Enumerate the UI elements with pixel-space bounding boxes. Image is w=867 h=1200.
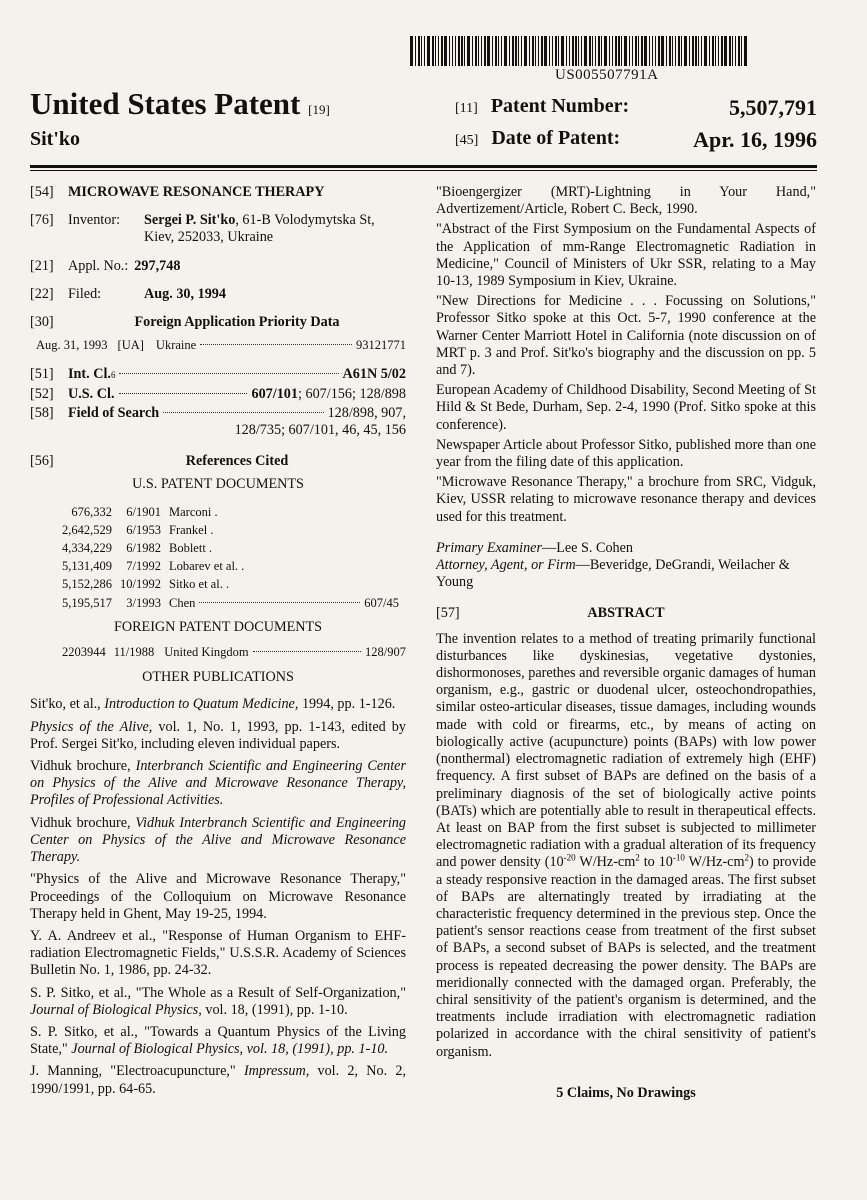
publication-part-b: vol. 2, No. 2, 1990/1991, pp. 64-65. <box>30 1063 407 1097</box>
barcode-bar <box>452 36 453 66</box>
other-pubs-heading: OTHER PUBLICATIONS <box>142 669 294 686</box>
foreign-number: 2203944 <box>62 645 106 660</box>
publication-entry <box>30 696 406 713</box>
barcode-bar <box>729 36 731 66</box>
references-item <box>30 453 406 470</box>
barcode-bar <box>418 36 420 66</box>
us-reference-row <box>48 540 404 558</box>
priority-date: Aug. 31, 1993 <box>36 338 108 353</box>
barcode-bar <box>621 36 622 66</box>
barcode-bar <box>504 36 507 66</box>
attorney <box>436 557 816 591</box>
publication-part-a: Y. A. Andreev et al., "Response of Human Organism to EHF-radiation Electromagnetic Fields," U.S.S.R. Academy of Sciences Bulletin No. 1, 1986, pp. 24-32. <box>30 927 406 979</box>
publication-entry <box>30 815 406 867</box>
barcode-bar <box>421 36 422 66</box>
reference-number: 4,334,229 <box>62 541 112 556</box>
reference-name: Marconi . <box>169 504 218 519</box>
filed-label: Filed: <box>68 285 102 302</box>
publication-part-i: Introduction to Quatum Medicine, <box>104 696 299 713</box>
priority-code: [30] <box>30 314 54 331</box>
barcode-bar <box>738 36 740 66</box>
inventor-label: Inventor: <box>68 212 121 229</box>
us-reference-row <box>48 595 404 613</box>
search-value-1: 128/898, 907, <box>327 404 406 421</box>
barcode-bar <box>544 36 547 66</box>
barcode-bar <box>672 36 673 66</box>
barcode-bar <box>609 36 610 66</box>
barcode-bar <box>655 36 656 66</box>
patent-number-label: Patent Number: <box>490 95 630 117</box>
foreign-date: 11/1988 <box>113 645 155 660</box>
uscl-item <box>30 386 406 403</box>
barcode-bar <box>704 36 707 66</box>
foreign-reference-row <box>30 644 406 661</box>
reference-number: 5,152,286 <box>62 577 112 592</box>
appl-code: [21] <box>30 257 54 274</box>
barcode-bar <box>472 36 473 66</box>
search-code: [58] <box>30 404 54 421</box>
reference-name-cell <box>169 576 404 594</box>
barcode-bar <box>652 36 653 66</box>
barcode-bar <box>658 36 660 66</box>
barcode-bar <box>581 36 582 66</box>
primary-examiner <box>436 540 816 557</box>
publication-entry: "Bioengergizer (MRT)-Lightning in Your Hand," Advertizement/Article, Robert C. Beck, 1990. <box>436 184 816 218</box>
barcode-bar <box>558 36 559 66</box>
priority-number: 93121771 <box>356 338 406 353</box>
barcode-bar <box>661 36 664 66</box>
barcode-bar <box>732 36 733 66</box>
barcode-bar <box>589 36 591 66</box>
publication-entry: "Abstract of the First Symposium on the Fundamental Aspects of the Application of mm-Range Electromagnetic Radiation in Medicine," Council of Ministers of Ukr SSR, relating to a May 10-13, 1989 Symposium in Kiev, Ukraine. <box>436 221 816 290</box>
barcode-bar <box>744 36 747 66</box>
barcode-bar <box>601 36 602 66</box>
date-row <box>455 127 817 150</box>
barcode-bar <box>629 36 630 66</box>
barcode-bar <box>410 36 413 66</box>
publication-part-a: Vidhuk brochure, <box>30 758 136 775</box>
invention-title: MICROWAVE RESONANCE THERAPY <box>68 184 325 200</box>
barcode-bar <box>555 36 557 66</box>
barcode-bar <box>512 36 514 66</box>
primary-examiner-label: Primary Examiner <box>436 539 542 556</box>
reference-name-cell <box>169 540 404 558</box>
barcode-bar <box>698 36 699 66</box>
search-item <box>30 405 406 439</box>
publication-part-b: vol. 18, (1991), pp. 1-10. <box>201 1001 348 1018</box>
reference-name: Lobarev et al. . <box>169 559 245 574</box>
barcode-bar <box>721 36 723 66</box>
attorney-name: —Beveridge, DeGrandi, Weilacher & Young <box>436 557 790 591</box>
barcode-bar <box>501 36 502 66</box>
reference-number: 2,642,529 <box>62 522 112 537</box>
barcode-bar <box>549 36 550 66</box>
barcode-bar <box>524 36 527 66</box>
barcode-bar <box>509 36 510 66</box>
abstract-code: [57] <box>436 605 460 622</box>
barcode-bar <box>592 36 593 66</box>
inventor-code: [76] <box>30 212 54 229</box>
barcode-bar <box>735 36 736 66</box>
publication-part-i: Physics of the Alive, <box>30 718 153 735</box>
reference-name-cell <box>169 504 404 522</box>
barcode-bar <box>529 36 530 66</box>
publication-part-a: Vidhuk brochure, <box>30 814 136 831</box>
barcode-bar <box>624 36 627 66</box>
publication-entry: "Microwave Resonance Therapy," a brochure from SRC, Vidguk, Kiev, USSR relating to microwave resonance therapy and devices used for this treatment. <box>436 474 816 525</box>
reference-number: 676,332 <box>71 504 112 519</box>
reference-name-cell <box>169 558 404 576</box>
barcode-bar <box>578 36 579 66</box>
barcode-bar <box>604 36 607 66</box>
barcode-bar <box>649 36 650 66</box>
barcode-bar <box>515 36 517 66</box>
barcode-bar <box>566 36 567 66</box>
publication-part-a: "Physics of the Alive and Microwave Resonance Therapy," Proceedings of the Colloquium on Microwave Resonance Therapy held in Ghent, May 19-25, 1994. <box>30 871 406 922</box>
barcode-bar <box>689 36 690 66</box>
publication-part-b: 1994, pp. 1-126. <box>298 696 396 713</box>
publication-part-a: S. P. Sitko, et al., "Towards a Quantum Physics of the Living State," <box>30 1023 406 1058</box>
abstract-header <box>436 605 816 622</box>
publication-entry <box>30 1024 406 1058</box>
barcode-bar <box>495 36 497 66</box>
date-value: Apr. 16, 1996 <box>693 127 817 152</box>
uscl-label: U.S. Cl. <box>68 385 115 402</box>
uscl-value-rest: ; 607/156; 128/898 <box>298 385 406 402</box>
barcode-bar <box>572 36 574 66</box>
priority-heading: Foreign Application Priority Data <box>134 314 340 331</box>
barcode-bar <box>709 36 710 66</box>
right-column <box>436 184 816 1102</box>
reference-class: 607/45 <box>364 595 399 610</box>
reference-name: Chen <box>169 595 196 610</box>
barcode-bar <box>669 36 671 66</box>
publication-part-a: Sit'ko, et al., <box>30 696 105 713</box>
barcode-bar <box>584 36 587 66</box>
publication-entry <box>30 758 406 810</box>
barcode-bar <box>475 36 477 66</box>
publication-part-i: Journal of Biological Physics, vol. 18, (1991), pp. 1-10. <box>71 1041 389 1058</box>
barcode-bar <box>701 36 702 66</box>
foreign-country: United Kingdom <box>164 645 249 660</box>
barcode-bar <box>484 36 486 66</box>
reference-date: 6/1901 <box>126 504 161 519</box>
publication-part-i: Journal of Biological Physics, <box>30 1001 202 1018</box>
barcode-bar <box>532 36 534 66</box>
barcode-bar <box>615 36 617 66</box>
barcode-number: US005507791A <box>555 67 659 83</box>
patent-number-code: [11] <box>455 101 478 116</box>
appl-label: Appl. No.: <box>68 257 129 274</box>
appl-item <box>30 258 406 275</box>
attorney-label: Attorney, Agent, or Firm <box>436 557 576 574</box>
barcode-bar <box>481 36 482 66</box>
left-column <box>30 184 406 1103</box>
intcl-label: Int. Cl. <box>68 366 111 383</box>
title-code: [54] <box>30 184 54 200</box>
title-text: United States Patent <box>30 86 301 121</box>
publications-right <box>436 184 816 526</box>
barcode-bar <box>458 36 460 66</box>
header-rule <box>30 165 817 168</box>
publication-entry: European Academy of Childhood Disability, Second Meeting of St Hild & St Bede, Durham, Sep. 2-4, 1990 (Prof. Sitko spoke at this conference). <box>436 382 816 433</box>
barcode-bar <box>681 36 682 66</box>
inventor-name: Sergei P. Sit'ko <box>144 212 236 229</box>
reference-number: 5,195,517 <box>62 595 112 610</box>
publication-part-i: Impressum, <box>243 1063 310 1080</box>
header-rule-thin <box>30 170 817 171</box>
barcode <box>410 36 815 66</box>
claims-line: 5 Claims, No Drawings <box>556 1084 696 1101</box>
barcode-bar <box>538 36 539 66</box>
patent-title-header <box>30 86 330 122</box>
barcode-bar <box>498 36 499 66</box>
intcl-item: [51] Int. Cl. 6 A61N 5/02 <box>30 366 406 383</box>
barcode-bar <box>618 36 620 66</box>
patent-number: 5,507,791 <box>729 95 817 120</box>
priority-country-code: [UA] <box>117 338 144 353</box>
reference-date: 6/1953 <box>126 522 161 537</box>
intcl-value: A61N 5/02 <box>342 366 406 383</box>
barcode-bar <box>684 36 687 66</box>
barcode-bar <box>692 36 694 66</box>
abstract-text: The invention relates to a method of treating primarily functional disturbances like dyskinesias, vegetative dystonies, dishormonoses, parethes and reversible organic damages of human organism, e.g., gastric or duodenal ulcer, osteochondropathies, similar osteo-articular diseases, tissue damages, including wounds made with cold or firearms, etc., by means of acting on biologically active (acupuncture) points (BAPs) with low power (nonthermal) electromagnetic radiation of extremely high (EHF) frequency. A first subset of BAPs are defined on the basis of a preliminary diagnosis of the set of biologically active points (BATs) which are potentially able to result in therapeutical effects. At least on BAP from the first subset is subjected to millimeter electromagnetic radiation with a gradual alteration of its frequency and power density ($10^{-20}$ $W/Hz-cm^2$ to $10^{-10}$ $W/Hz-cm^2$) to provide a steady responsive reaction in the damaged areas. The first subset of BAPs are alternatingly treated by irradiating at the characteristic frequency determined in the previous step. Once the patient's sensor reactions cease from treatment of the first subset of BAPs, a second subset of BAPs is selected, and the treatment process is repeated decreasing the power density. The BAPs are meridionally connected with the damaged organ. Preferably, the chiral sensitivity of the patient's organism is determined, and the treatments include irradiation with electromagnetic radiation polarized in accordance with the chiral sensitivity of patient's organism. <box>436 630 816 1060</box>
barcode-bar <box>432 36 434 66</box>
barcode-bar <box>441 36 443 66</box>
publication-entry <box>30 1063 406 1097</box>
publication-entry <box>30 871 406 923</box>
references-code: [56] <box>30 453 54 470</box>
title-code: [19] <box>308 102 330 117</box>
publications-left <box>30 696 406 1097</box>
intcl-code: [51] <box>30 366 54 383</box>
priority-country: Ukraine <box>155 338 197 353</box>
barcode-bar <box>478 36 479 66</box>
barcode-bar <box>492 36 493 66</box>
barcode-bar <box>741 36 742 66</box>
reference-date: 10/1992 <box>120 577 161 592</box>
title-item <box>30 184 406 201</box>
reference-number: 5,131,409 <box>62 559 112 574</box>
barcode-bar <box>424 36 425 66</box>
barcode-bar <box>678 36 680 66</box>
barcode-bar <box>464 36 465 66</box>
foreign-docs-heading: FOREIGN PATENT DOCUMENTS <box>113 618 323 635</box>
barcode-bar <box>535 36 536 66</box>
abstract-heading: ABSTRACT <box>587 605 665 622</box>
reference-name-cell <box>169 522 404 540</box>
foreign-class: 128/907 <box>365 645 406 660</box>
publication-entry: Newspaper Article about Professor Sitko, published more than one year from the filing date of this application. <box>436 436 816 471</box>
barcode-bar <box>718 36 719 66</box>
reference-name-cell <box>169 595 404 613</box>
uscl-value-main: 607/101 <box>251 385 298 402</box>
publication-entry <box>30 719 406 753</box>
barcode-bar <box>695 36 697 66</box>
barcode-bar <box>461 36 463 66</box>
inventor-item <box>30 212 406 246</box>
barcode-bar <box>715 36 716 66</box>
barcode-bar <box>435 36 436 66</box>
barcode-bar <box>712 36 714 66</box>
us-reference-row <box>48 558 404 576</box>
barcode-bar <box>575 36 577 66</box>
barcode-bar <box>666 36 667 66</box>
barcode-bar <box>641 36 643 66</box>
date-label: Date of Patent: <box>491 127 621 149</box>
barcode-bar <box>675 36 676 66</box>
appl-number: 297,748 <box>134 257 181 274</box>
publication-part-a: J. Manning, "Electroacupuncture," <box>30 1063 244 1080</box>
barcode-bar <box>552 36 553 66</box>
barcode-bar <box>724 36 727 66</box>
barcode-bar <box>632 36 633 66</box>
barcode-bar <box>455 36 456 66</box>
search-value-2: 128/735; 607/101, 46, 45, 156 <box>234 422 406 439</box>
barcode-bar <box>438 36 439 66</box>
barcode-bar <box>518 36 519 66</box>
barcode-bar <box>415 36 416 66</box>
publication-entry <box>30 928 406 980</box>
inventor-address: , 61-B Volodymytska St, Kiev, 252033, Ukraine <box>144 212 375 246</box>
barcode-bar <box>541 36 543 66</box>
publication-entry: "New Directions for Medicine . . . Focussing on Solutions," Professor Sitko spoke at this Oct. 5-7, 1990 conference at the Warner Center Marriott Hotel in California (note discussion on of MRT p. 3 and Prof. Sit'ko's biography and the discussion on pp. 5 and 7). <box>436 293 816 379</box>
reference-date: 6/1982 <box>126 541 161 556</box>
barcode-bar <box>644 36 647 66</box>
priority-row <box>30 337 406 354</box>
publication-part-i: Interbranch Scientific and Engineering Center on Physics of the Alive and Microwave Resonance Therapy, Profiles of Professional Activities. <box>30 758 406 809</box>
barcode-bar <box>569 36 570 66</box>
publication-part-i: Vidhuk Interbranch Scientific and Engineering Center on Physics of the Alive and Microwave Resonance Therapy. <box>30 814 406 866</box>
barcode-bar <box>467 36 470 66</box>
primary-examiner-name: —Lee S. Cohen <box>542 539 634 556</box>
priority-item <box>30 314 406 331</box>
barcode-bar <box>638 36 639 66</box>
uscl-code: [52] <box>30 385 54 402</box>
filed-code: [22] <box>30 285 54 302</box>
reference-date: 3/1993 <box>126 595 161 610</box>
us-reference-row <box>48 576 404 594</box>
inventor-surname: Sit'ko <box>30 128 81 150</box>
barcode-bar <box>427 36 430 66</box>
barcode-bar <box>598 36 600 66</box>
publication-part-b: vol. 1, No. 1, 1993, pp. 1-143, edited by Prof. Sergei Sit'ko, including eleven individual papers. <box>30 718 406 752</box>
us-reference-row <box>48 522 404 540</box>
barcode-bar <box>612 36 613 66</box>
barcode-bar <box>521 36 522 66</box>
publication-part-a: S. P. Sitko, et al., "The Whole as a Result of Self-Organization," <box>30 984 406 1001</box>
references-heading: References Cited <box>185 453 289 470</box>
reference-name: Frankel . <box>169 522 214 537</box>
barcode-bar <box>444 36 447 66</box>
search-label: Field of Search <box>68 404 160 421</box>
date-code: [45] <box>455 133 479 148</box>
barcode-bar <box>595 36 596 66</box>
barcode-bar <box>487 36 490 66</box>
reference-name: Sitko et al. . <box>169 577 230 592</box>
filed-item <box>30 286 406 303</box>
us-reference-row <box>48 504 404 522</box>
reference-date: 7/1992 <box>126 559 161 574</box>
patent-number-row <box>455 95 817 118</box>
us-docs-heading: U.S. PATENT DOCUMENTS <box>132 476 304 493</box>
barcode-bar <box>561 36 564 66</box>
us-references-table <box>48 504 404 613</box>
publication-entry <box>30 985 406 1019</box>
barcode-bar <box>635 36 637 66</box>
filed-date: Aug. 30, 1994 <box>144 285 226 302</box>
reference-name: Boblett . <box>169 541 213 556</box>
barcode-bar <box>449 36 450 66</box>
